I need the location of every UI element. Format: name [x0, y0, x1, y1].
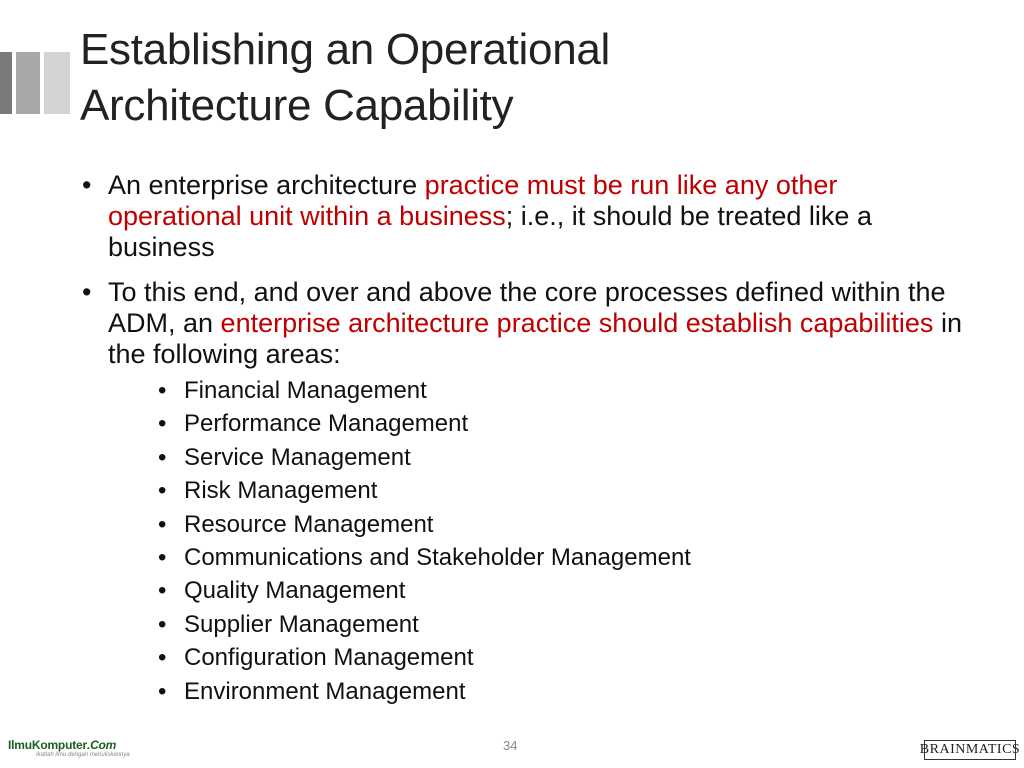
- bullet-dot: •: [82, 170, 92, 200]
- sub-bullet-text: Quality Management: [184, 577, 406, 605]
- slide-title: [80, 22, 980, 134]
- sub-bullet-text: Risk Management: [184, 477, 378, 505]
- sub-bullet-item: [108, 641, 962, 674]
- logo-name: [8, 738, 116, 752]
- bullet-text-plain: in the following areas:: [108, 308, 962, 369]
- brainmatics-logo-text: BRAINMATICS: [919, 742, 1021, 757]
- sub-bullet-item: [108, 541, 962, 574]
- decoration-bar-dark: [0, 52, 12, 114]
- logo-tagline: Ikatlah ilmu dengan menuliskannya: [36, 752, 130, 758]
- sub-bullet-text: Communications and Stakeholder Management: [184, 544, 691, 572]
- bullet-dot: •: [158, 610, 167, 638]
- slide-title-line-1: Establishing an Operational: [80, 25, 611, 74]
- sub-bullet-item: [108, 508, 962, 541]
- sub-bullet-item: [108, 474, 962, 507]
- sub-bullet-item: [108, 441, 962, 474]
- bullet-text-plain: To this end, and over and above the core processes defined within the ADM, an: [108, 277, 946, 338]
- decoration-bar-mid: [16, 52, 40, 114]
- bullet-text-highlight: enterprise architecture practice should establish capabilities: [220, 308, 934, 338]
- bullet-dot: •: [158, 377, 167, 404]
- sub-bullet-text: Performance Management: [184, 410, 469, 438]
- title-decoration-bars: [0, 52, 72, 114]
- bullet-dot: •: [82, 277, 92, 307]
- bullet-dot: •: [158, 477, 167, 505]
- bullet-dot: •: [158, 510, 167, 538]
- bullet-dot: •: [158, 410, 167, 438]
- bullet-dot: •: [158, 577, 167, 605]
- bullet-text-plain: ; i.e., it should be treated like a business: [108, 201, 872, 262]
- page-number: 34: [503, 738, 518, 753]
- sub-bullet-text: Environment Management: [184, 677, 466, 705]
- ilmukomputer-logo: [8, 738, 130, 762]
- sub-bullet-item: [108, 374, 962, 407]
- bullet-item: [82, 170, 962, 263]
- slide-title-line-2: Architecture Capability: [80, 81, 514, 130]
- sub-bullet-list: [108, 374, 962, 708]
- bullet-text-plain: An enterprise architecture: [108, 170, 425, 200]
- sub-bullet-item: [108, 574, 962, 607]
- bullet-dot: •: [158, 443, 167, 471]
- bullet-dot: •: [158, 544, 167, 572]
- sub-bullet-text: Supplier Management: [184, 610, 419, 638]
- decoration-bar-light: [44, 52, 70, 114]
- sub-bullet-text: Financial Management: [184, 377, 427, 404]
- sub-bullet-item: [108, 407, 962, 440]
- sub-bullet-text: Service Management: [184, 443, 411, 471]
- sub-bullet-text: Resource Management: [184, 510, 434, 538]
- sub-bullet-item: [108, 675, 962, 708]
- logo-name-text: IlmuKomputer: [8, 738, 87, 752]
- sub-bullet-item: [108, 608, 962, 641]
- slide-body: [82, 170, 962, 722]
- bullet-dot: •: [158, 644, 167, 672]
- sub-bullet-text: Configuration Management: [184, 644, 474, 672]
- bullet-dot: •: [158, 677, 167, 705]
- bullet-text-highlight: practice must be run like any other operational unit within a business: [108, 170, 838, 231]
- bullet-item: [82, 277, 962, 708]
- brainmatics-logo: [919, 740, 1021, 760]
- logo-name-suffix: .Com: [86, 738, 117, 752]
